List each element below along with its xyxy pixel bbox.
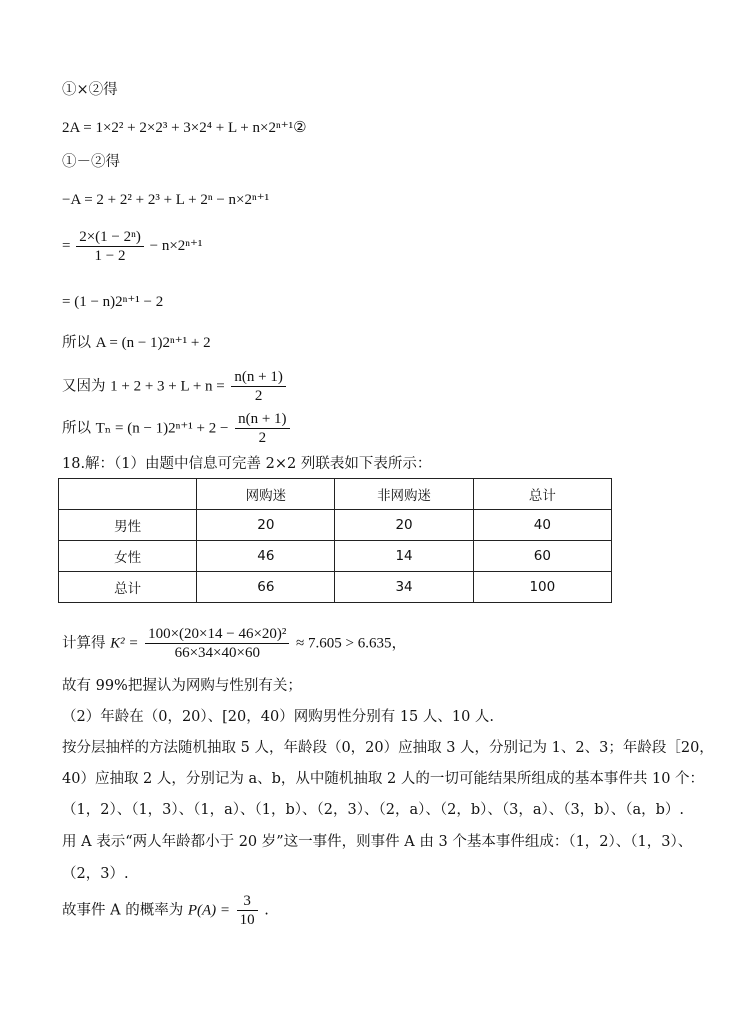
fraction	[237, 892, 258, 929]
fraction-numerator: 2×(1 − 2ⁿ)	[76, 228, 144, 247]
fraction-denominator: 66×34×40×60	[174, 645, 260, 661]
text-line: ①×②得	[62, 82, 118, 98]
table-row	[59, 541, 612, 572]
table-header-cell: 总计	[473, 479, 611, 510]
table-cell: 34	[335, 572, 473, 603]
equation-minus-a: −A = 2 + 2² + 2³ + L + 2ⁿ − n×2ⁿ⁺¹	[62, 192, 270, 208]
equation-tail: − n×2ⁿ⁺¹	[149, 237, 203, 254]
fraction	[231, 368, 285, 405]
text-line: 用 A 表示“两人年龄都小于 20 岁”这一事件，则事件 A 由 3 个基本事件组成：（1，2）、（1，3）、	[62, 834, 693, 850]
table-row-label: 女性	[59, 541, 197, 572]
fraction	[235, 410, 289, 447]
table-cell: 14	[335, 541, 473, 572]
text-prefix: 所以	[62, 420, 91, 437]
text-line: 按分层抽样的方法随机抽取 5 人，年龄段（0，20）应抽取 3 人，分别记为 1、2、3；年龄段［20，	[62, 740, 714, 756]
table-header-cell	[59, 479, 197, 510]
fraction-numerator: 3	[237, 892, 258, 911]
table-header-row	[59, 479, 612, 510]
text-line: 故有 99%把握认为网购与性别有关；	[62, 678, 302, 694]
text-prefix: 计算得	[62, 635, 106, 652]
fraction-denominator: 10	[239, 912, 255, 928]
fraction-denominator: 2	[258, 430, 267, 446]
fraction-numerator: n(n + 1)	[231, 368, 285, 387]
text-line-k2	[62, 625, 406, 662]
table-row-label: 总计	[59, 572, 197, 603]
table-row	[59, 572, 612, 603]
equation-a: A = (n − 1)2ⁿ⁺¹ + 2	[95, 335, 211, 351]
fraction	[145, 625, 289, 662]
table-cell: 20	[197, 510, 335, 541]
equation-left: K² =	[110, 635, 139, 652]
equation-fraction-line: = $\frac{\text{2×(1 − 2ⁿ)}}{1 - 2}$ − n×2ⁿ⁺¹	[62, 229, 203, 264]
table-header-cell: 网购迷	[197, 479, 335, 510]
table-row	[59, 510, 612, 541]
table-row-label: 男性	[59, 510, 197, 541]
text-prefix: 所以	[62, 335, 91, 351]
text-line: 40）应抽取 2 人，分别记为 a、b，从中随机抽取 2 人的一切可能结果所组成的基本事件共 10 个：	[62, 771, 705, 787]
text-line: （2）年龄在（0，20）、[20，40）网购男性分别有 15 人、10 人.	[62, 709, 495, 725]
table-cell: 100	[473, 572, 611, 603]
text-line: （1，2）、（1，3）、（1，a）、（1，b）、（2，3）、（2，a）、（2，b）、（3，a）、（3，b）、（a，b）.	[62, 802, 685, 818]
equation-left: Tₙ = (n − 1)2ⁿ⁺¹ + 2 −	[95, 420, 229, 437]
table-cell: 46	[197, 541, 335, 572]
text-line-probability: 故事件 A 的概率为 P(A) = $\frac{3}{10}$ .	[62, 893, 269, 928]
text-line-sum	[62, 368, 288, 405]
text-prefix: 又因为	[62, 378, 106, 395]
equation-2a: 2A = 1×2² + 2×2³ + 3×2⁴ + L + n×2ⁿ⁺¹②	[62, 120, 307, 136]
equation-result: = (1 − n)2ⁿ⁺¹ − 2	[62, 294, 164, 310]
fraction-denominator: 1 − 2	[94, 248, 126, 264]
fraction-numerator: n(n + 1)	[235, 410, 289, 429]
contingency-table	[58, 478, 612, 603]
table-cell: 20	[335, 510, 473, 541]
table-cell: 66	[197, 572, 335, 603]
equation-left: 1 + 2 + 3 + L + n =	[110, 378, 225, 395]
section-heading: 18.解：（1）由题中信息可完善 2×2 列联表如下表所示：	[62, 456, 432, 472]
table-cell: 60	[473, 541, 611, 572]
table-header-cell: 非网购迷	[335, 479, 473, 510]
text-line: （2，3）.	[62, 866, 129, 882]
equation-result: ≈ 7.605 > 6.635，	[296, 635, 407, 652]
equation-left: P(A) =	[187, 902, 230, 919]
text-line-tn	[62, 410, 292, 447]
text-prefix: 故事件 A 的概率为	[62, 902, 184, 919]
text-line: ①－②得	[62, 154, 120, 170]
fraction-numerator: 100×(20×14 − 46×20)²	[145, 625, 289, 644]
fraction	[76, 228, 144, 265]
fraction-denominator: 2	[254, 388, 263, 404]
table-cell: 40	[473, 510, 611, 541]
text-line-a-result	[62, 333, 211, 353]
